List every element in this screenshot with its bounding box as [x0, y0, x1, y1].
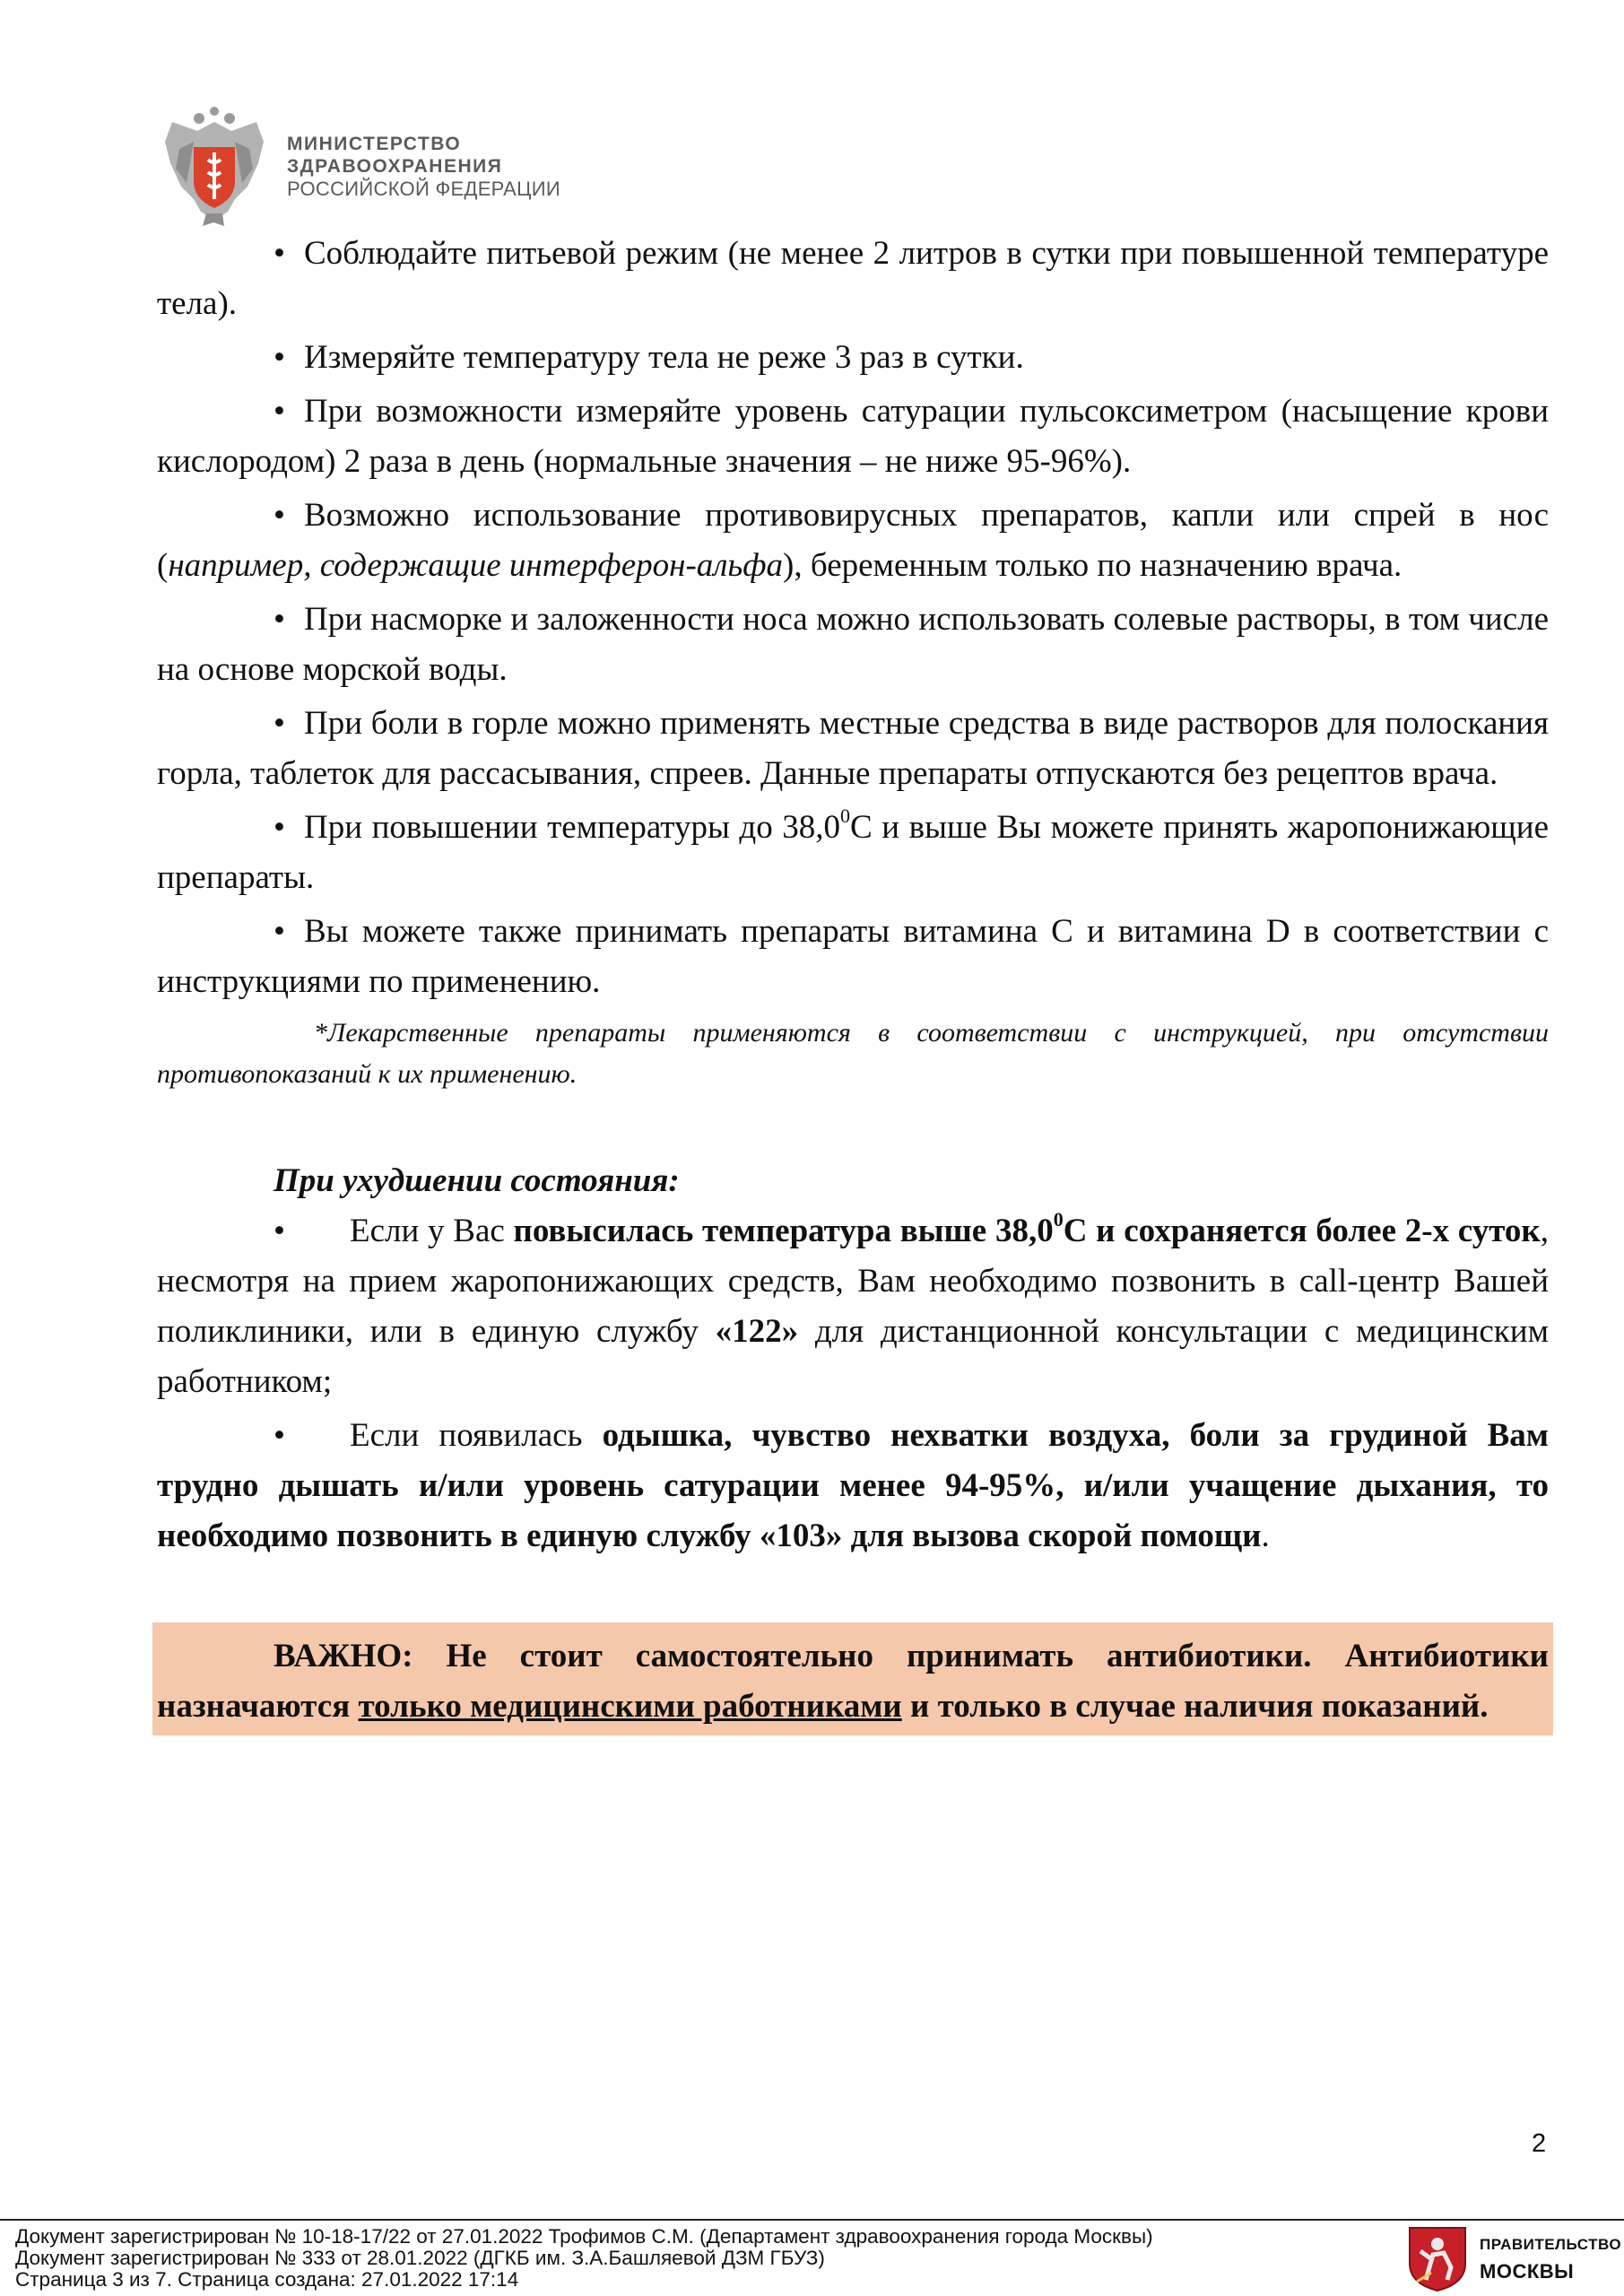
ministry-line-2: ЗДРАВООХРАНЕНИЯ [287, 156, 503, 177]
double-headed-eagle-icon [161, 106, 267, 228]
list-item: • Измеряйте температуру тела не реже 3 раз в сутки. [157, 333, 1549, 383]
ministry-line-1: МИНИСТЕРСТВО [287, 134, 462, 154]
bullet: • [274, 235, 285, 272]
ministry-header [161, 106, 560, 228]
footer-line-2: Документ зарегистрирован № 333 от 28.01.2022 (ДГКБ им. З.А.Башляевой ДЗМ ГБУЗ) [15, 2247, 825, 2269]
bullet: • [274, 1417, 285, 1454]
worsening-item-breathing: • Если появилась одышка, чувство нехватки воздуха, боли за грудиной Вам трудно дышать и/или уровень сатурации менее 94-95%, и/или учащение дыхания, то необходимо позвонить в единую службу «103» для вызова скорой помощи. [157, 1411, 1549, 1561]
bullet: • [274, 913, 285, 950]
important-notice: ВАЖНО: Не стоит самостоятельно принимать антибиотики. Антибиотики назначаются только медицинскими работниками и только в случае наличия показаний. [152, 1622, 1553, 1735]
footer-line-1: Документ зарегистрирован № 10-18-17/22 от 27.01.2022 Трофимов С.М. (Департамент здравоохранения города Москвы) [15, 2225, 1153, 2248]
list-item: • При возможности измеряйте уровень сатурации пульсоксиметром (насыщение крови кислородом) 2 раза в день (нормальные значения – не ниже 95-96%). [157, 387, 1549, 487]
bullet: • [274, 497, 285, 534]
gov-line-2: МОСКВЫ [1480, 2260, 1575, 2283]
list-item: • Соблюдайте питьевой режим (не менее 2 литров в сутки при повышенной температуре тела). [157, 229, 1549, 329]
bullet: • [274, 339, 285, 376]
list-item: • Возможно использование противовирусных препаратов, капли или спрей в нос (например, содержащие интерферон-альфа), беременным только по назначению врача. [157, 491, 1549, 591]
bullet: • [274, 705, 285, 742]
registration-footer [15, 2226, 1153, 2291]
gov-line-1: ПРАВИТЕЛЬСТВО [1480, 2236, 1622, 2253]
moscow-government-name [1480, 2231, 1621, 2285]
worsening-item-temperature: • Если у Вас повысилась температура выше 38,0$^0$С и сохраняется более 2-х суток, несмотря на прием жаропонижающих средств, Вам необходимо позвонить в call-центр Вашей поликлиники, или в единую службу «122» для дистанционной консультации с медицинским работником; [157, 1207, 1549, 1400]
bullet: • [274, 809, 285, 846]
bullet: • [274, 1213, 285, 1249]
worsening-heading: При ухудшении состояния: [274, 1162, 680, 1199]
ministry-name [287, 133, 560, 200]
list-item: • При насморке и заложенности носа можно использовать солевые растворы, в том числе на основе морской воды. [157, 595, 1549, 695]
bullet: • [274, 601, 285, 638]
list-item: • Вы можете также принимать препараты витамина С и витамина D в соответствии с инструкциями по применению. [157, 907, 1549, 1007]
list-item: • При боли в горле можно применять местные средства в виде растворов для полоскания горла, таблеток для рассасывания, спреев. Данные препараты отпускаются без рецептов врача. [157, 699, 1549, 799]
page-number: 2 [1532, 2129, 1547, 2158]
moscow-government-logo [1406, 2224, 1621, 2292]
document-body [157, 229, 1549, 1735]
footer-divider [0, 2219, 1624, 2221]
medication-note: *Лекарственные препараты применяются в соответствии с инструкцией, при отсутствии противопоказаний к их применению. [157, 1018, 1549, 1089]
footer-line-3: Страница 3 из 7. Страница создана: 27.01.2022 17:14 [15, 2268, 519, 2291]
moscow-coat-of-arms-icon [1406, 2224, 1469, 2292]
list-item: • При повышении температуры до 38,0$^0$С и выше Вы можете принять жаропонижающие препараты. [157, 804, 1549, 896]
bullet: • [274, 393, 285, 430]
ministry-line-3: РОССИЙСКОЙ ФЕДЕРАЦИИ [287, 178, 560, 200]
